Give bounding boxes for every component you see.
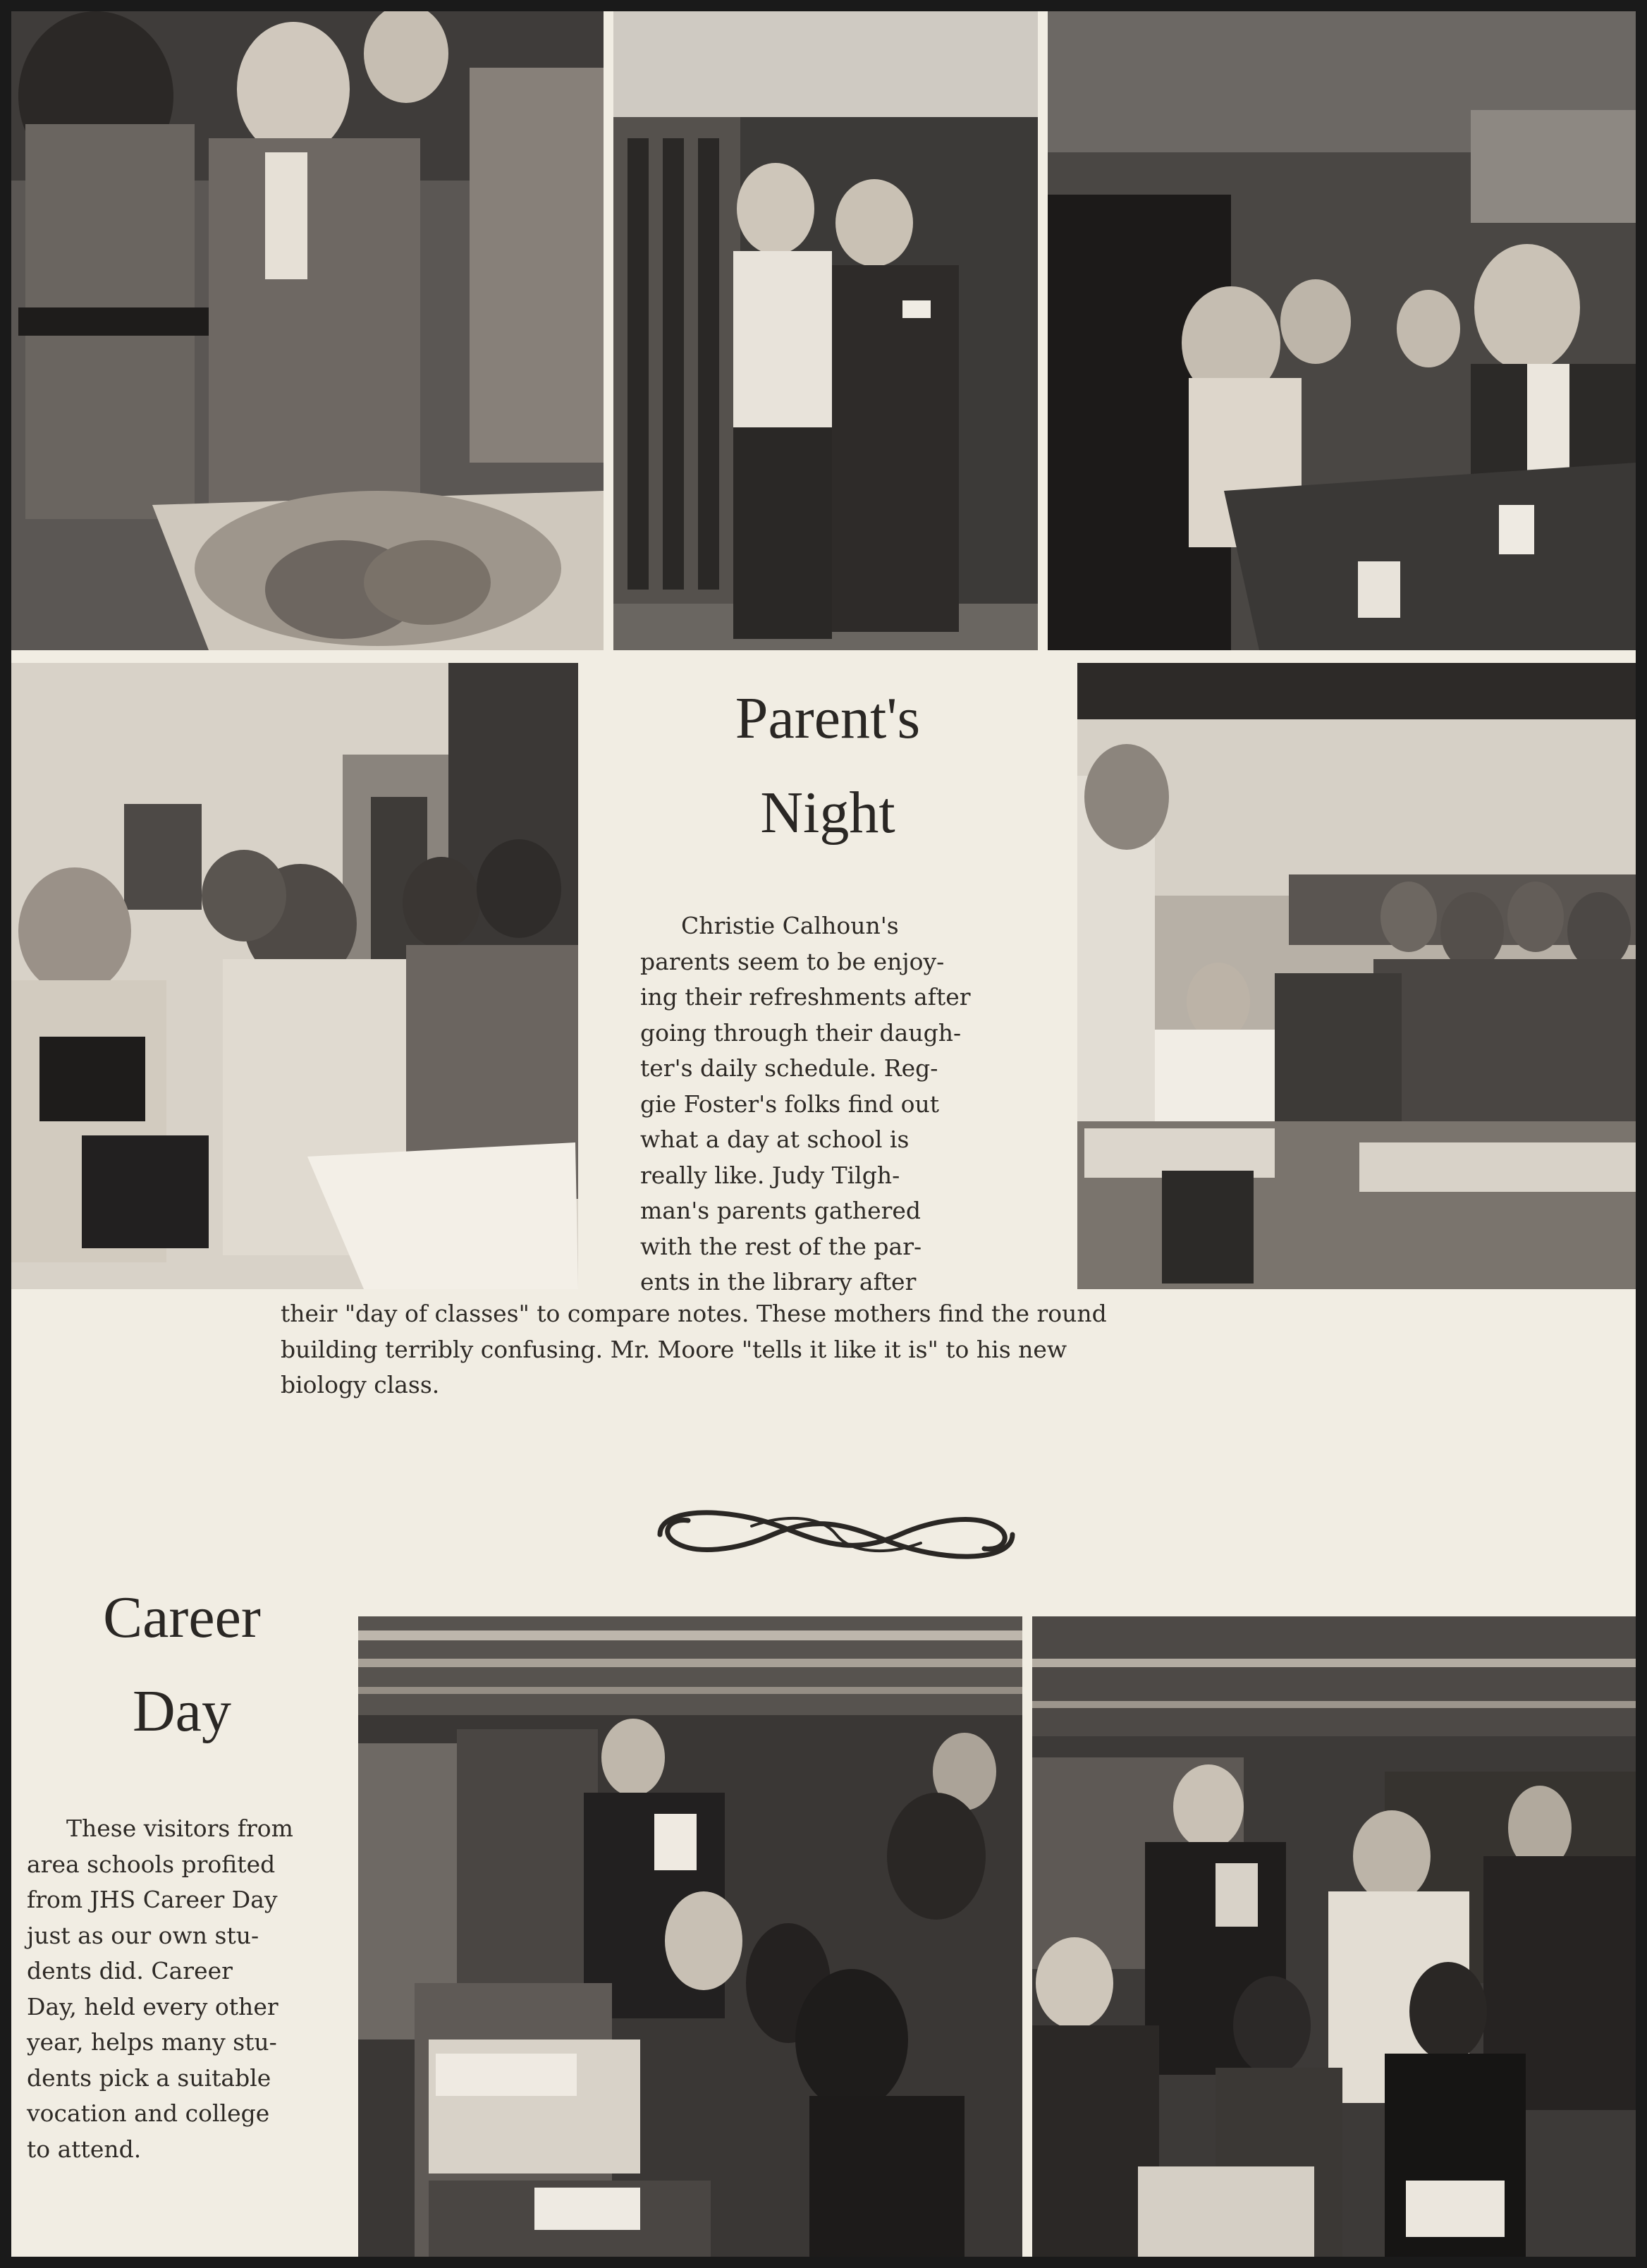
photo-parents-hallway [613,11,1038,650]
decorative-flourish [646,1492,1027,1577]
yearbook-page [11,11,1636,2257]
parents-night-title-line1: Parent's [735,685,921,751]
career-day-title-line1: Career [103,1585,261,1650]
photo-biology-class [1077,663,1636,1289]
parents-night-title-line2: Night [760,780,895,846]
career-day-caption: These visitors from area schools profited from JHS Career Day just as our own stu- dents did. Career Day, held every other year, helps many stu- dents pick a suitable vocation and college to attend. [27,1815,293,2163]
career-day-title-line2: Day [133,1678,231,1744]
photo-refreshment-table [11,11,604,650]
photo-career-day-group [1032,1616,1636,2257]
photo-mothers-hallway [11,663,578,1289]
photo-career-day-typewriter [358,1616,1022,2257]
career-day-title [11,1571,353,1758]
parents-night-caption-column: Christie Calhoun's parents seem to be enjoy- ing their refreshments after going through their daugh- ter's daily schedule. Reg- gie Foster's folks find out what a day at school is really like. Judy Tilgh- man's parents gathered with the rest of the par- ents in the library after [640,912,971,1295]
photo-library-gathering [1048,11,1636,650]
parents-night-title [578,671,1077,861]
parents-night-caption-wide: their "day of classes" to compare notes. These mothers find the round building terribly confusing. Mr. Moore "tells it like it is" to his new biology class. [281,1300,1107,1398]
